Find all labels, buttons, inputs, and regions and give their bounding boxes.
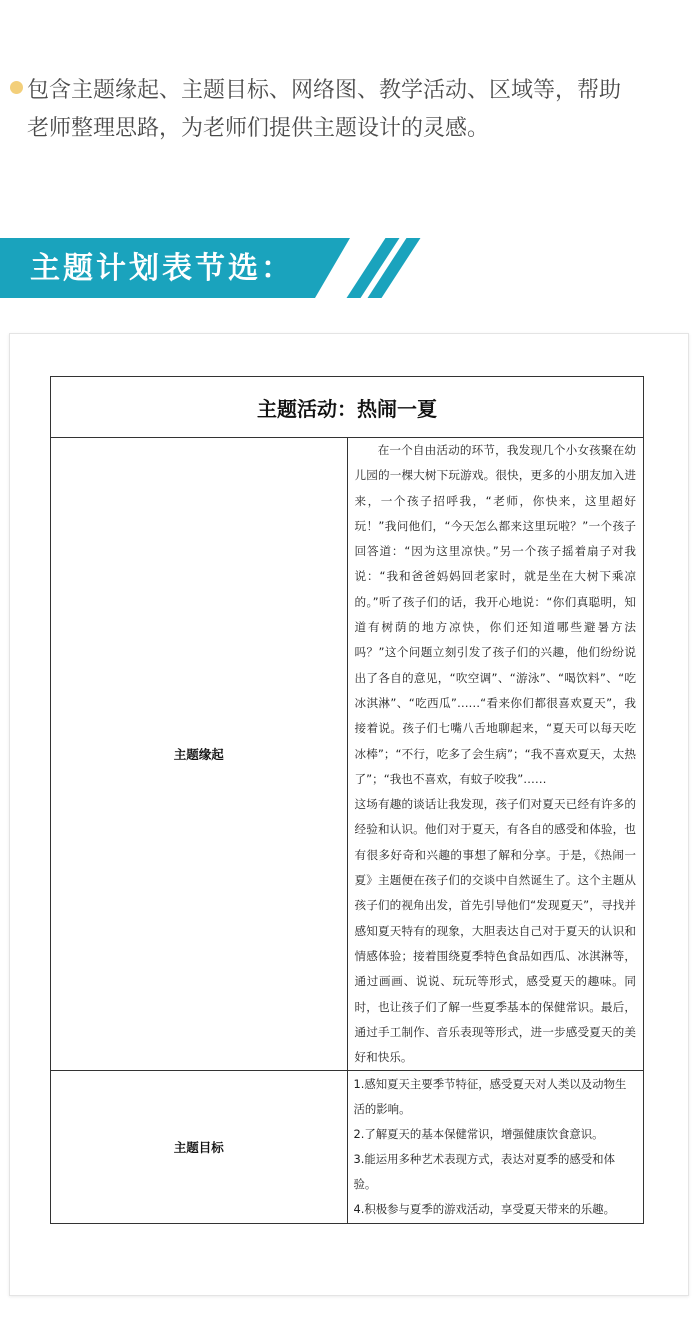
bullet-dot-icon (10, 81, 23, 94)
goal-item: 4.积极参与夏季的游戏活动，享受夏天带来的乐趣。 (353, 1202, 615, 1217)
intro-line-1-text: 包含主题缘起、主题目标、网络图、教学活动、区域等，帮助 (27, 78, 622, 103)
theme-plan-table (50, 376, 644, 1224)
goal-content (347, 1071, 644, 1224)
origin-content (347, 438, 644, 1071)
intro-text (10, 72, 694, 148)
goal-item: 1.感知夏天主要季节特征，感受夏天对人类以及动物生活的影响。 (353, 1077, 627, 1117)
intro-line-1 (10, 72, 694, 110)
origin-label: 主题缘起 (51, 438, 348, 1071)
origin-paragraph-2: 这场有趣的谈话让我发现，孩子们对夏天已经有许多的经验和认识。他们对于夏天，有各自的感受和体验，也有很多好奇和兴趣的事想了解和分享。于是，《热闹一夏》主题便在孩子们的交谈中自然诞生了。这个主题从孩子们的视角出发，首先引导他们“发现夏天”，寻找并感知夏天特有的现象，大胆表达自己对于夏天的认识和情感体验；接着围绕夏季特色食品如西瓜、冰淇淋等，通过画画、说说、玩玩等形式，感受夏天的趣味。同时，也让孩子们了解一些夏季基本的保健常识。最后，通过手工制作、音乐表现等形式，进一步感受夏天的美好和快乐。 (354, 797, 636, 1065)
plan-title: 主题活动：热闹一夏 (51, 377, 644, 438)
section-title: 主题计划表节选： (30, 251, 294, 286)
goal-item: 2.了解夏天的基本保健常识，增强健康饮食意识。 (353, 1127, 604, 1142)
goal-item: 3.能运用多种艺术表现方式，表达对夏季的感受和体验。 (353, 1152, 615, 1192)
intro-line-2: 老师整理思路，为老师们提供主题设计的灵感。 (27, 116, 490, 141)
origin-paragraph-1: 在一个自由活动的环节，我发现几个小女孩聚在幼儿园的一棵大树下玩游戏。很快，更多的小朋友加入进来，一个孩子招呼我，“老师，你快来，这里超好玩！”我问他们，“今天怎么都来这里玩啦？”一个孩子回答道：“因为这里凉快。”另一个孩子摇着扇子对我说：“我和爸爸妈妈回老家时，就是坐在大树下乘凉的。”听了孩子们的话，我开心地说：“你们真聪明，知道有树荫的地方凉快，你们还知道哪些避暑方法吗？”这个问题立刻引发了孩子们的兴趣，他们纷纷说出了各自的意见，“吹空调”、“游泳”、“喝饮料”、“吃冰淇淋”、“吃西瓜”……“看来你们都很喜欢夏天”，我接着说。孩子们七嘴八舌地聊起来，“夏天可以每天吃冰棒”；“不行，吃多了会生病”；“我不喜欢夏天，太热了”；“我也不喜欢，有蚊子咬我”…… (354, 443, 636, 786)
goal-label: 主题目标 (51, 1071, 348, 1224)
